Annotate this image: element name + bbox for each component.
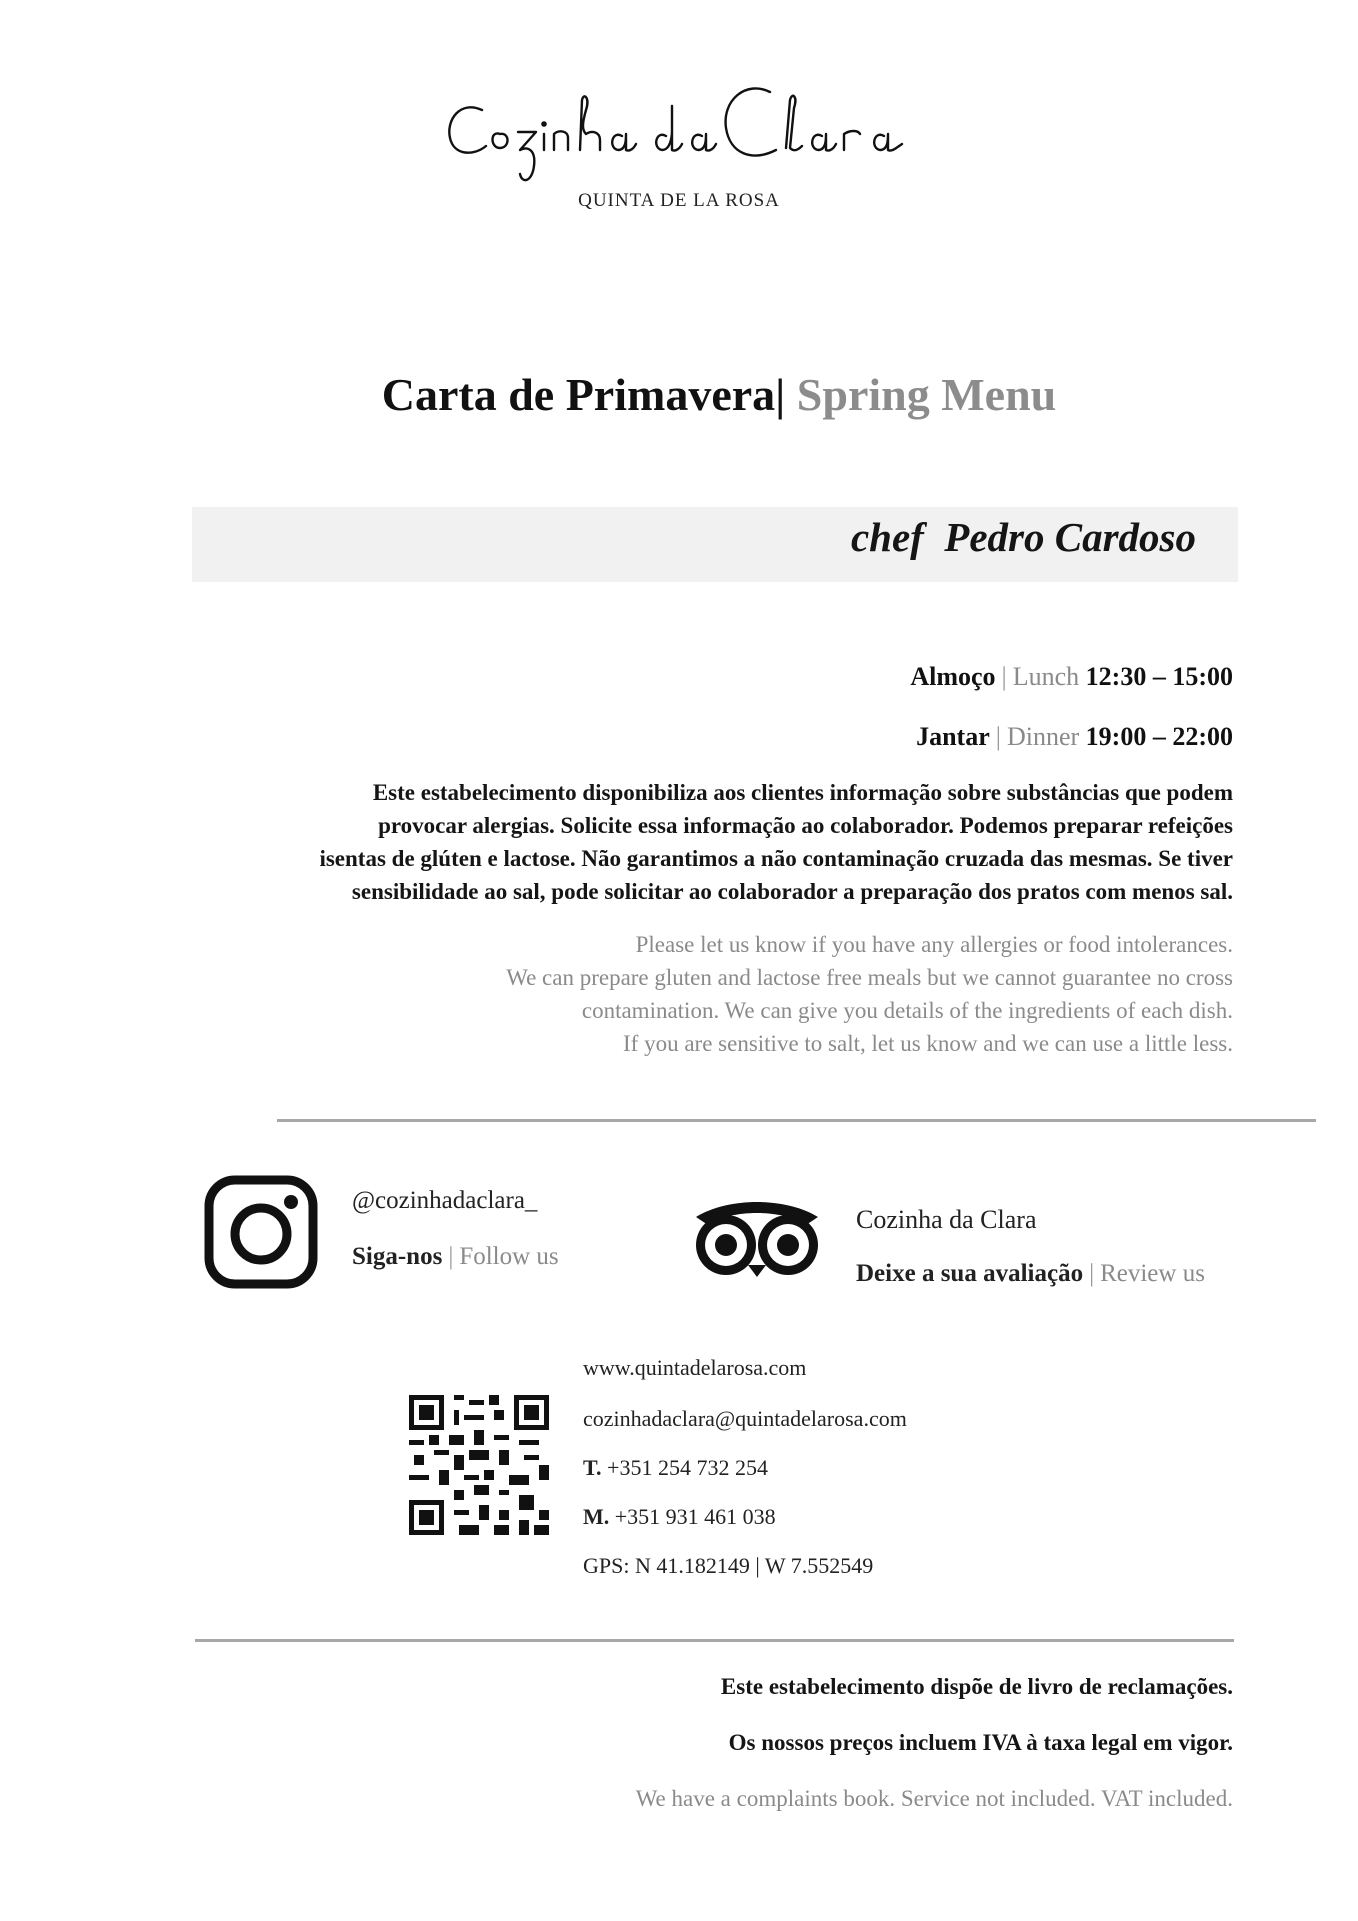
tripadvisor-review[interactable] (856, 1260, 1205, 1288)
lunch-label-pt: Almoço (910, 662, 996, 691)
title-pt: Carta de Primavera| (381, 369, 786, 420)
tripadvisor-name[interactable]: Cozinha da Clara (856, 1205, 1037, 1234)
mobile-number[interactable] (583, 1504, 776, 1530)
allergy-pt-line: provocar alergias. Solicite essa informação ao colaborador. Podemos preparar refeições (378, 813, 1233, 838)
dinner-time: 19:00 – 22:00 (1085, 722, 1233, 751)
divider (277, 1119, 1316, 1122)
gps-coordinates: GPS: N 41.182149 | W 7.552549 (583, 1553, 874, 1578)
allergy-en-line: contamination. We can give you details of the ingredients of each dish. (581, 998, 1233, 1023)
allergy-en-line: If you are sensitive to salt, let us know and we can use a little less. (623, 1031, 1233, 1056)
footer-vat-pt: Os nossos preços incluem IVA à taxa legal em vigor. (728, 1730, 1233, 1755)
page-title (0, 368, 1358, 421)
website-link[interactable]: www.quintadelarosa.com (583, 1355, 807, 1380)
mob-value: +351 931 461 038 (614, 1504, 776, 1529)
tripadvisor-owl-icon[interactable] (688, 1195, 826, 1280)
mob-label: M. (583, 1504, 610, 1529)
tel-value: +351 254 732 254 (607, 1455, 768, 1480)
email-link[interactable]: cozinhadaclara@quintadelarosa.com (583, 1406, 907, 1431)
chef-name: chef Pedro Cardoso (850, 514, 1196, 560)
footer-complaints-pt: Este estabelecimento dispõe de livro de reclamações. (720, 1674, 1233, 1699)
allergy-pt-line: isentas de glúten e lactose. Não garantimos a não contaminação cruzada das mesmas. Se tiver (319, 846, 1233, 871)
hours-lunch (910, 662, 1233, 692)
review-separator: | (1089, 1260, 1095, 1287)
instagram-follow[interactable] (352, 1243, 559, 1271)
hours-dinner (916, 722, 1233, 752)
lunch-time: 12:30 – 15:00 (1085, 662, 1233, 691)
divider (195, 1639, 1234, 1642)
follow-pt: Siga-nos (352, 1243, 443, 1270)
tel-label: T. (583, 1455, 602, 1480)
chef-band (192, 507, 1238, 582)
dinner-separator: | (995, 722, 1001, 751)
instagram-handle[interactable]: @cozinhadaclara_ (352, 1187, 538, 1214)
dinner-label-pt: Jantar (916, 722, 990, 751)
allergy-pt-line: sensibilidade ao sal, pode solicitar ao colaborador a preparação dos pratos com menos sal. (351, 879, 1233, 904)
follow-en: Follow us (459, 1243, 559, 1270)
follow-separator: | (448, 1243, 454, 1270)
instagram-icon[interactable] (203, 1174, 319, 1290)
allergy-en-line: We can prepare gluten and lactose free meals but we cannot guarantee no cross (506, 965, 1233, 990)
allergy-notice-pt (173, 776, 1233, 908)
footer-en: We have a complaints book. Service not included. VAT included. (635, 1786, 1233, 1811)
review-en: Review us (1100, 1260, 1205, 1287)
phone-number[interactable] (583, 1455, 768, 1481)
allergy-en-line: Please let us know if you have any allergies or food intolerances. (635, 932, 1233, 957)
allergy-notice-en (173, 928, 1233, 1060)
review-pt: Deixe a sua avaliação (856, 1260, 1084, 1287)
lunch-separator: | (1001, 662, 1007, 691)
qr-code-icon[interactable] (409, 1395, 549, 1535)
dinner-label-en: Dinner (1006, 722, 1080, 751)
allergy-pt-line: Este estabelecimento disponibiliza aos clientes informação sobre substâncias que podem (372, 780, 1233, 805)
logo-subtitle: QUINTA DE LA ROSA (578, 190, 780, 211)
title-en: Spring Menu (796, 369, 1057, 420)
lunch-label-en: Lunch (1012, 662, 1080, 691)
